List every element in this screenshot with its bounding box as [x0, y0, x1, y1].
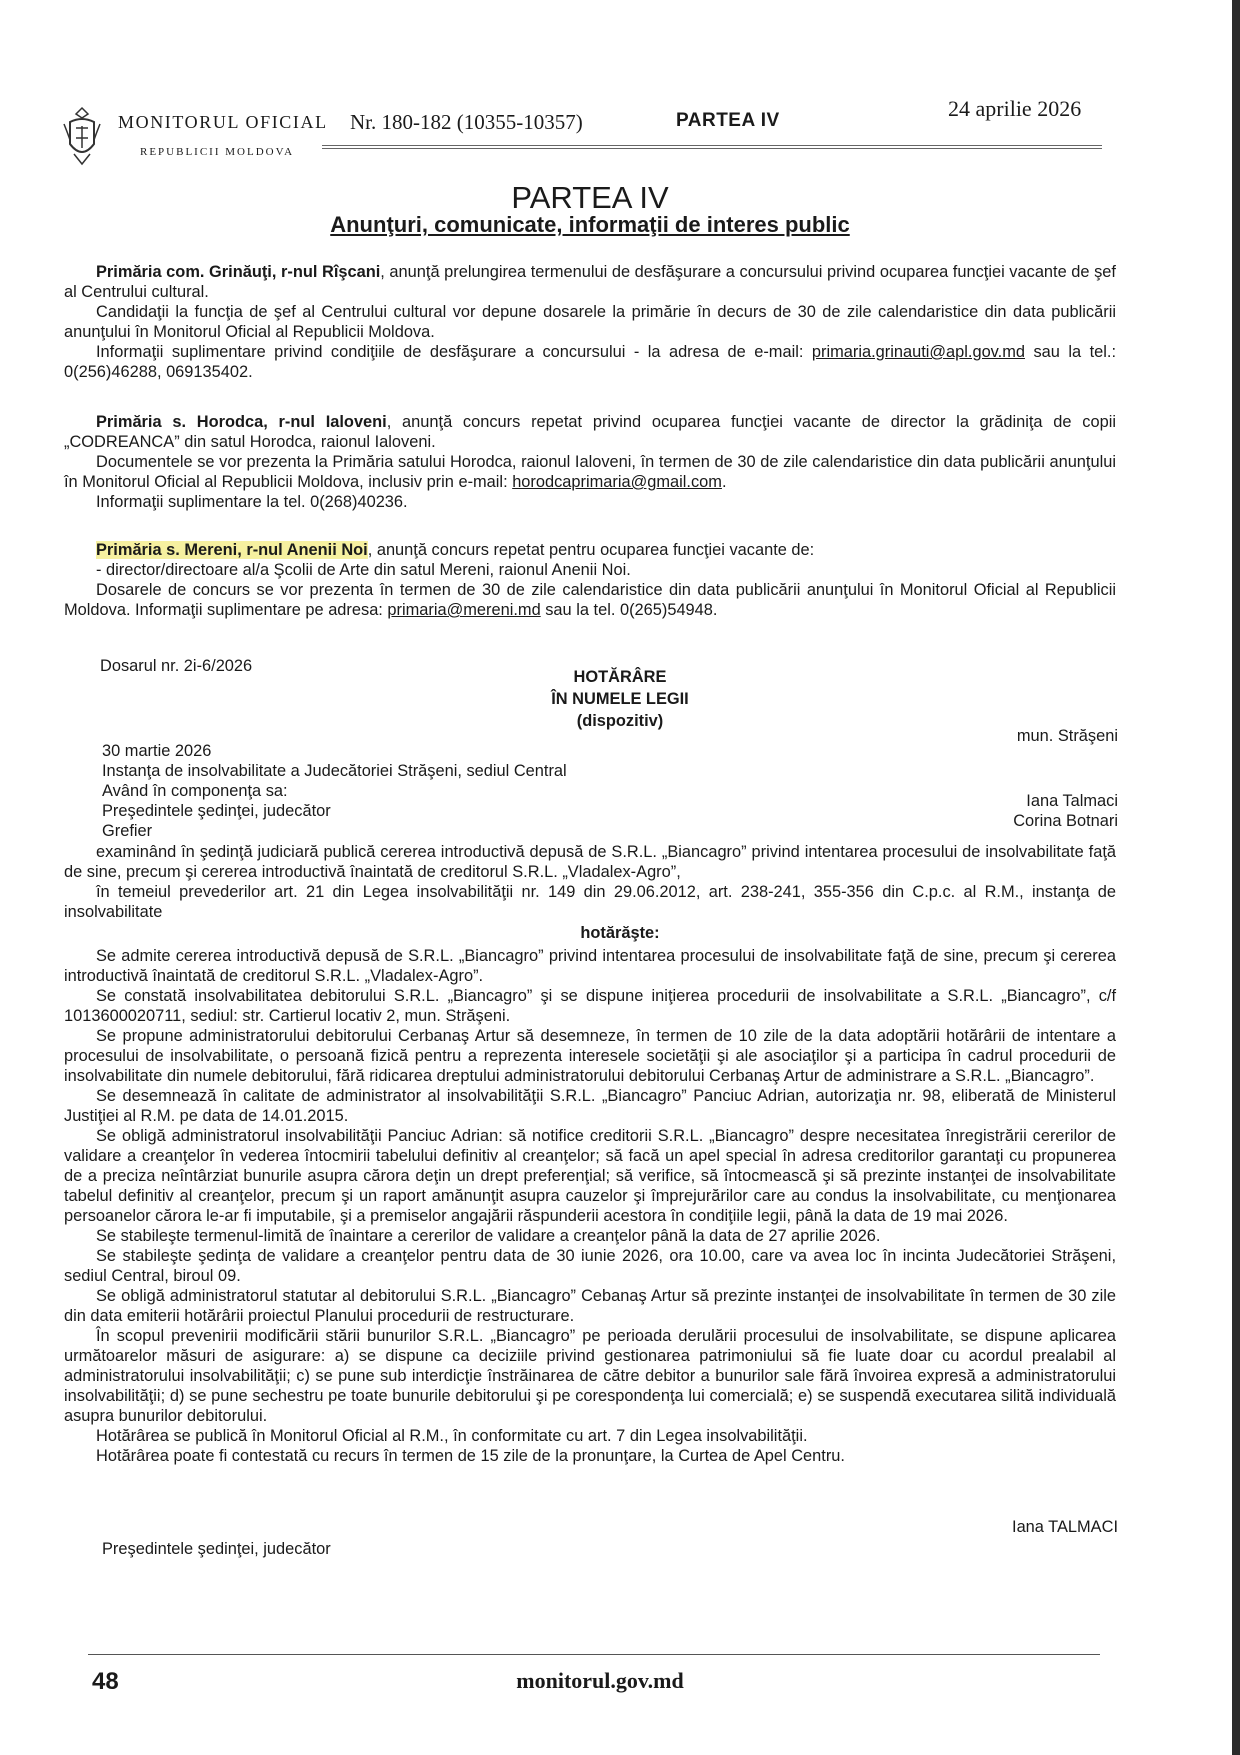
decision-title-3: (dispozitiv): [576, 712, 664, 730]
announcement-text: , anunţă concurs repetat pentru ocuparea funcţiei vacante de:: [367, 541, 815, 559]
section-subtitle: Anunţuri, comunicate, informaţii de interes public: [330, 212, 850, 237]
header-date: 24 aprilie 2026: [948, 96, 1082, 121]
section-title: PARTEA IV: [511, 180, 669, 215]
ruling-paragraph: Se stabileşte termenul-limită de înaintare a cererilor de validare a creanţelor până la data de 27 aprilie 2026.: [96, 1227, 881, 1245]
clerk-label: Grefier: [102, 822, 153, 840]
verdict-heading: hotărăşte:: [580, 924, 660, 942]
case-number: Dosarul nr. 2i-6/2026: [100, 657, 253, 675]
issue-number: Nr. 180-182 (10355-10357): [350, 110, 583, 134]
decision-intro: [64, 842, 1116, 922]
announcement-item: - director/directoare al/a Şcolii de Arte din satul Mereni, raionul Anenii Noi.: [96, 561, 631, 579]
ruling-paragraph: Se obligă administratorul statutar al debitorului S.R.L. „Biancagro” Cebanaş Artur să prezinte instanţei de insolvabilitate în termen de 30 zile din data emiterii hotărârii proiectul Planului procedurii de restructurare.: [64, 1287, 1116, 1325]
ruling-paragraph: Se desemnează în calitate de administrator al insolvabilităţii S.R.L. „Biancagro” Panciuc Adrian, autorizaţia nr. 98, eliberată de Ministerul Justiţiei al R.M. pe data de 14.01.2015.: [64, 1087, 1116, 1125]
announcement-phone: sau la tel. 0(265)54948.: [540, 601, 718, 619]
signature-name: Iana TALMACI: [1012, 1518, 1118, 1536]
page-number: 48: [92, 1668, 119, 1695]
announcement-paragraph: Dosarele de concurs se vor prezenta în termen de 30 de zile calendaristice din data publicării anunţului în Monitorul Oficial al Republicii Moldova. Informaţii suplimentare pe adresa:: [64, 581, 1116, 619]
president-name: Iana Talmaci: [1026, 792, 1118, 810]
scan-edge: [1232, 0, 1240, 1755]
decision-title: HOTĂRÂRE: [573, 668, 667, 686]
announcement-lead: Primăria com. Grinăuţi, r-nul Rîşcani: [96, 263, 381, 281]
announcement-contact: Informaţii suplimentare privind condiţiile de desfăşurare a concursului - la adresa de e-mail:: [96, 343, 812, 361]
decision-place: mun. Străşeni: [1016, 727, 1118, 745]
publication-name: MONITORUL OFICIAL: [118, 112, 328, 132]
footer-divider: [88, 1654, 1100, 1655]
court-name: Instanţa de insolvabilitate a Judecătoriei Străşeni, sediul Central: [102, 762, 567, 780]
announcement-phone: sau la tel.: 0(256)46288, 069135402.: [64, 343, 1116, 381]
decision-title-2: ÎN NUMELE LEGII: [551, 690, 689, 708]
announcement-mereni: [64, 540, 1116, 620]
header-part: PARTEA IV: [676, 110, 780, 131]
announcement-lead: Primăria s. Horodca, r-nul Ialoveni: [96, 413, 387, 431]
ruling-paragraph: Se stabileşte şedinţa de validare a creanţelor pentru data de 30 iunie 2026, ora 10.00, care va avea loc în incinta Judecătoriei Străşeni, sediul Central, biroul 09.: [64, 1247, 1116, 1285]
clerk-name: Corina Botnari: [1013, 812, 1118, 830]
decision-date: 30 martie 2026: [102, 742, 212, 760]
ruling-paragraph: Se propune administratorului debitorului Cerbanaş Artur să desemneze, în termen de 10 zile de la data adoptării hotărârii de intentare a procesului de insolvabilitate, o persoană fizică pentru a reprezenta interesele societăţii şi ale asociaţilor şi a participa în cadrul procedurii de insolvabilitate din numele debitorului, fără ridicarea dreptului administratorului debitorului Cerbanaş Artur de administrare a S.R.L. „Biancagro”.: [64, 1027, 1116, 1085]
ruling-paragraph: Hotărârea se publică în Monitorul Oficial al R.M., în conformitate cu art. 7 din Legea insolvabilităţii.: [96, 1427, 808, 1445]
email-link[interactable]: horodcaprimaria@gmail.com: [512, 473, 722, 491]
footer-website[interactable]: monitorul.gov.md: [516, 1668, 684, 1693]
coat-of-arms-icon: [62, 104, 102, 170]
announcement-text: , anunţă prelungirea termenului de desfăşurare a concursului privind ocuparea funcţiei vacante de şef al Centrului cultural.: [64, 263, 1116, 301]
announcement-phone: Informaţii suplimentare la tel. 0(268)40236.: [96, 493, 408, 511]
announcement-paragraph: Documentele se vor prezenta la Primăria satului Horodca, raionul Ialoveni, în termen de 30 de zile calendaristice din data publicării anunţului în Monitorul Oficial al Republicii Moldova, inclusiv prin e-mail:: [64, 453, 1116, 491]
email-link[interactable]: primaria.grinauti@apl.gov.md: [811, 343, 1025, 361]
decision-body: [64, 946, 1116, 1466]
ruling-paragraph: Hotărârea poate fi contestată cu recurs în termen de 15 zile de la pronunţare, la Curtea de Apel Centru.: [96, 1447, 845, 1465]
announcement-grinauti: [64, 262, 1116, 382]
publication-subtitle: REPUBLICII MOLDOVA: [140, 146, 295, 158]
email-link[interactable]: primaria@mereni.md: [387, 601, 541, 619]
announcement-paragraph: Candidaţii la funcţia de şef al Centrului cultural vor depune dosarele la primărie în decurs de 30 de zile calendaristice din data publicării anunţului în Monitorul Oficial al Republicii Moldova.: [64, 303, 1116, 341]
composition-label: Având în componenţa sa:: [102, 782, 288, 800]
announcement-text: , anunţă concurs repetat privind ocuparea funcţiei vacante de director la grădiniţa de copii „CODREANCA” din satul Horodca, raionul Ialoveni.: [64, 413, 1116, 451]
ruling-paragraph: În scopul prevenirii modificării stării bunurilor S.R.L. „Biancagro” pe perioada derulării procesului de insolvabilitate, se dispune aplicarea următoarelor măsuri de asigurare: a) se dispune ca deciziile privind gestionarea patrimoniului să fie luate doar cu acordul prealabil al administratorului insolvabilităţii; c) se pune sub interdicţie înstrăinarea de către debitor a bunurilor sale fără învoirea expresă a administratorului insolvabilităţii; d) se pune sechestru pe toate bunurile debitorului şi pe corespondenţa lui comercială; e) se suspendă executarea silită individuală asupra bunurilor debitorului.: [64, 1327, 1116, 1425]
president-label: Preşedintele şedinţei, judecător: [102, 802, 331, 820]
intro-paragraph: în temeiul prevederilor art. 21 din Legea insolvabilităţii nr. 149 din 29.06.2012, art. 238-241, 355-356 din C.p.c. al R.M., instanţa de insolvabilitate: [64, 883, 1116, 921]
intro-paragraph: examinând în şedinţă judiciară publică cererea introductivă depusă de S.R.L. „Biancagro” privind intentarea procesului de insolvabilitate faţă de sine, precum şi cererea introductivă înaintată de creditorul S.R.L. „Vladalex-Agro”,: [64, 843, 1116, 881]
ruling-paragraph: Se constată insolvabilitatea debitorului S.R.L. „Biancagro” şi se dispune iniţierea procedurii de insolvabilitate a S.R.L. „Biancagro”, c/f 1013600020711, sediul: str. Cartierul locativ 2, mun. Străşeni.: [64, 987, 1116, 1025]
ruling-paragraph: Se obligă administratorul insolvabilităţii Panciuc Adrian: să notifice creditorii S.R.L. „Biancagro” despre necesitatea înregistrării cererilor de validare a creanţelor în vederea întocmirii tabelului definitiv al creanţelor; să facă un apel special în adresa creditorilor garantaţi cu propunerea de a preciza neîntârziat bunurile asupra cărora deţin un drept preferenţial; să verifice, să întocmească şi să prezinte instanţei de insolvabilitate tabelul definitiv al creanţelor, precum şi un raport amănunţit asupra cauzelor şi împrejurărilor care au condus la insolvabilitate, cu menţionarea persoanelor cărora le-ar fi imputabile, şi a premiselor angajării răspunderii acestora în condiţiile legii, până la data de 19 mai 2026.: [64, 1127, 1116, 1225]
ruling-paragraph: Se admite cererea introductivă depusă de S.R.L. „Biancagro” privind intentarea procesului de insolvabilitate faţă de sine, precum şi cererea introductivă înaintată de creditorul S.R.L. „Vladalex-Agro”.: [64, 947, 1116, 985]
announcement-end: .: [721, 473, 727, 491]
announcement-lead: Primăria s. Mereni, r-nul Anenii Noi: [96, 541, 368, 559]
announcement-horodca: [64, 412, 1116, 512]
header-divider: [322, 145, 1102, 149]
signature-label: Preşedintele şedinţei, judecător: [102, 1540, 331, 1558]
